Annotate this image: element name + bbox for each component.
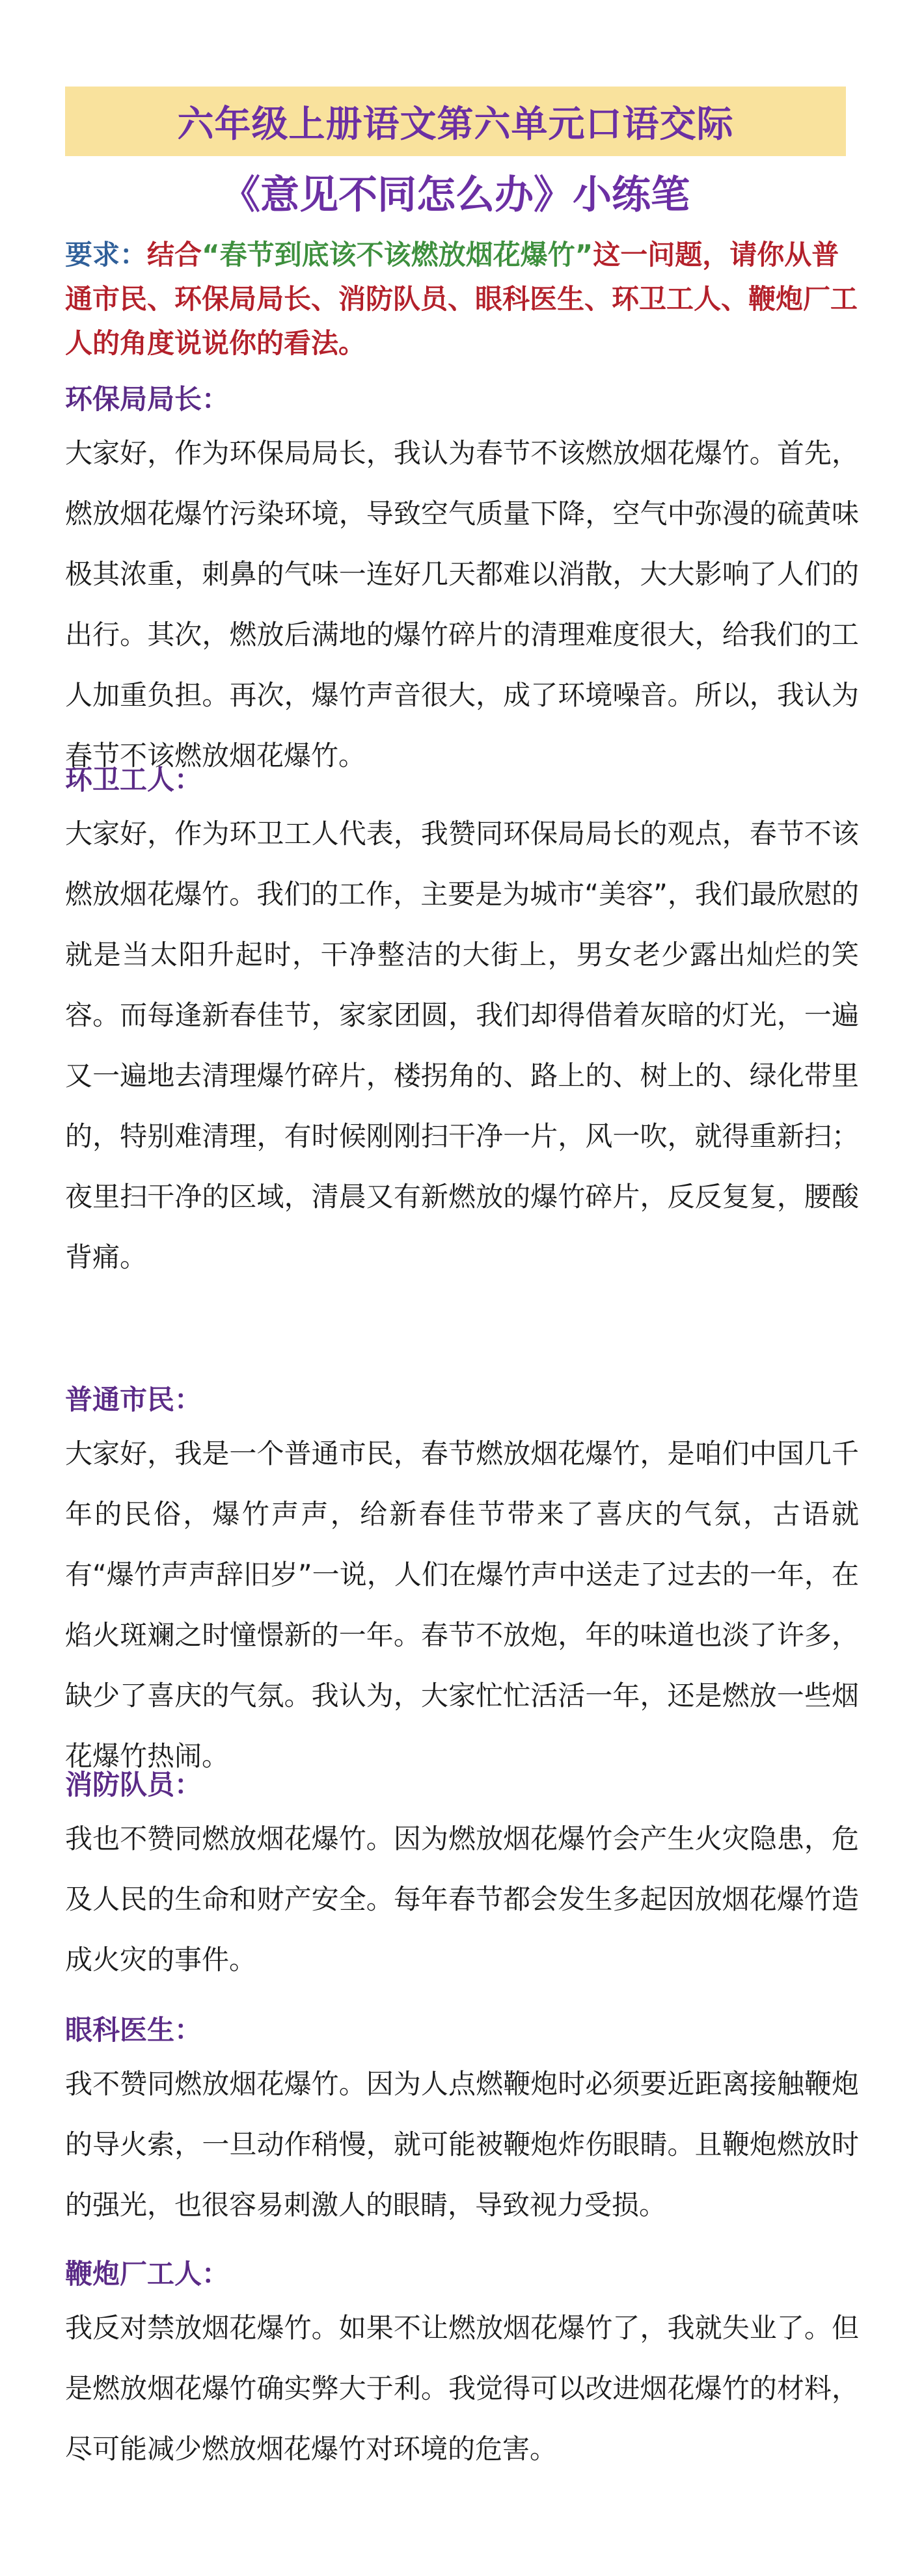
section-firefighter bbox=[65, 1763, 859, 1990]
requirement-quote: “春节到底该不该燃放烟花爆竹” bbox=[202, 239, 593, 271]
title-line-1: 六年级上册语文第六单元口语交际 bbox=[177, 103, 734, 146]
speech-paragraph: 我也不赞同燃放烟花爆竹。因为燃放烟花爆竹会产生火灾隐患，危及人民的生命和财产安全。每年春节都会发生多起因放烟花爆竹造成火灾的事件。 bbox=[65, 1823, 859, 1976]
section-ordinary-citizen bbox=[65, 1378, 859, 1786]
speech-paragraph: 大家好，我是一个普通市民，春节燃放烟花爆竹，是咱们中国几千年的民俗，爆竹声声，给新春佳节带来了喜庆的气氛，古语就有“爆竹声声辞旧岁”一说，人们在爆竹声中送走了过去的一年，在焰火斑斓之时憧憬新的一年。春节不放炮，年的味道也淡了许多，缺少了喜庆的气氛。我认为，大家忙忙活活一年，还是燃放一些烟花爆竹热闹。 bbox=[65, 1438, 859, 1772]
section-environment-director bbox=[65, 377, 859, 786]
requirement-after-quote: 这一问题，请你从普通市民、环保局局长、消防队员、眼科医生、环卫工人、鞭炮厂工人的角度说说你的看法。 bbox=[65, 239, 858, 359]
requirement-label: 要求： bbox=[65, 239, 148, 271]
speaker-label: 环卫工人： bbox=[65, 764, 202, 796]
speech-paragraph: 大家好，作为环保局局长，我认为春节不该燃放烟花爆竹。首先，燃放烟花爆竹污染环境，导致空气质量下降，空气中弥漫的硫黄味极其浓重，刺鼻的气味一连好几天都难以消散，大大影响了人们的出行。其次，燃放后满地的爆竹碎片的清理难度很大，给我们的工人加重负担。再次，爆竹声音很大，成了环境噪音。所以，我认为春节不该燃放烟花爆竹。 bbox=[65, 437, 859, 771]
speaker-label: 环保局局长： bbox=[65, 383, 230, 415]
section-sanitation-worker bbox=[65, 758, 859, 1287]
speech-paragraph: 我反对禁放烟花爆竹。如果不让燃放烟花爆竹了，我就失业了。但是燃放烟花爆竹确实弊大于利。我觉得可以改进烟花爆竹的材料，尽可能减少燃放烟花爆竹对环境的危害。 bbox=[65, 2312, 859, 2465]
speech-paragraph: 我不赞同燃放烟花爆竹。因为人点燃鞭炮时必须要近距离接触鞭炮的导火索，一旦动作稍慢，就可能被鞭炮炸伤眼睛。且鞭炮燃放时的强光，也很容易刺激人的眼睛，导致视力受损。 bbox=[65, 2068, 859, 2221]
requirement-text bbox=[65, 233, 859, 366]
requirement-before-quote: 结合 bbox=[147, 239, 202, 271]
title-line-2: 《意见不同怎么办》小练笔 bbox=[221, 172, 690, 218]
speaker-label: 眼科医生： bbox=[65, 2014, 202, 2046]
speaker-label: 普通市民： bbox=[65, 1384, 202, 1415]
speaker-label: 消防队员： bbox=[65, 1769, 202, 1801]
section-ophthalmologist bbox=[65, 2008, 859, 2235]
speaker-label: 鞭炮厂工人： bbox=[65, 2258, 230, 2290]
title-banner bbox=[65, 87, 846, 156]
speech-paragraph: 大家好，作为环卫工人代表，我赞同环保局局长的观点，春节不该燃放烟花爆竹。我们的工作，主要是为城市“美容”，我们最欣慰的就是当太阳升起时，干净整洁的大街上，男女老少露出灿烂的笑容。而每逢新春佳节，家家团圆，我们却得借着灰暗的灯光，一遍又一遍地去清理爆竹碎片，楼拐角的、路上的、树上的、绿化带里的，特别难清理，有时候刚刚扫干净一片，风一吹，就得重新扫；夜里扫干净的区域，清晨又有新燃放的爆竹碎片，反反复复，腰酸背痛。 bbox=[65, 818, 859, 1273]
section-firecracker-factory-worker bbox=[65, 2252, 859, 2479]
